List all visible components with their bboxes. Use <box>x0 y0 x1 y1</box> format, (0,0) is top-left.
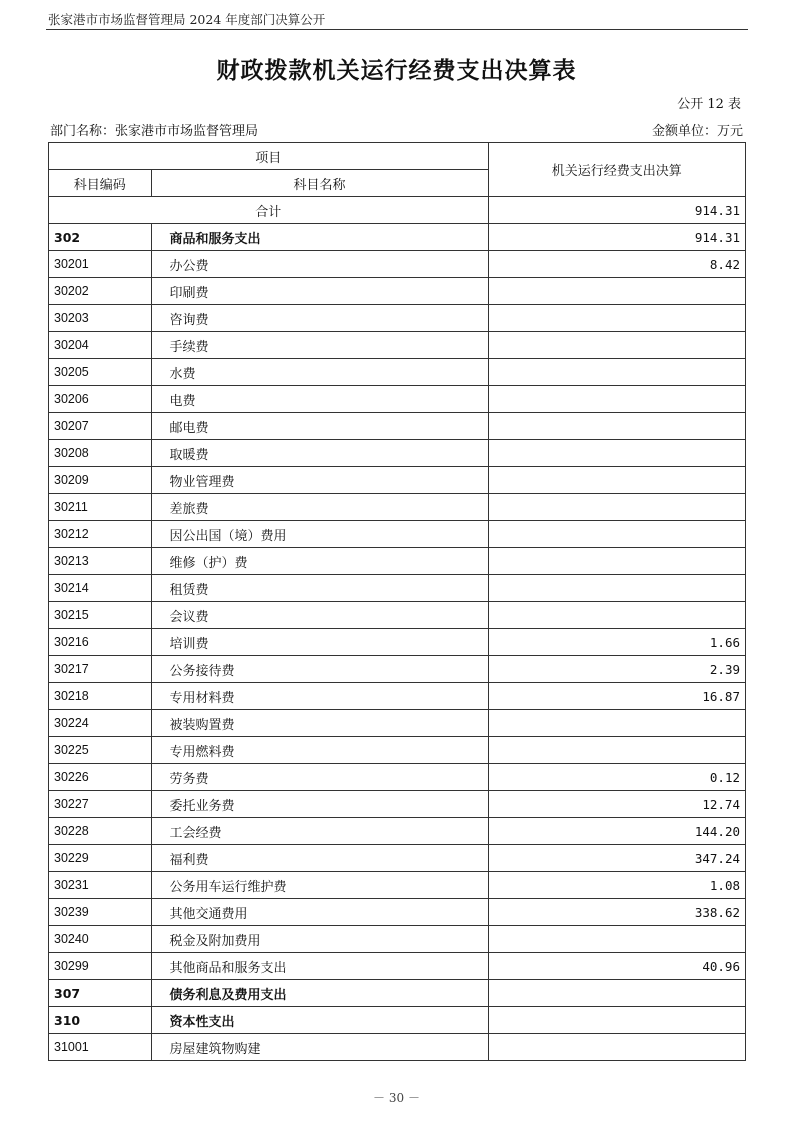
table-row <box>49 656 746 683</box>
row-value: 0.12 <box>488 764 745 791</box>
row-code: 30299 <box>49 953 152 980</box>
row-value <box>488 467 745 494</box>
column-header-value: 机关运行经费支出决算 <box>488 143 745 197</box>
row-value <box>488 575 745 602</box>
page-title: 财政拨款机关运行经费支出决算表 <box>216 58 577 84</box>
row-name: 手续费 <box>151 332 488 359</box>
table-row <box>49 818 746 845</box>
row-code: 302 <box>49 224 152 251</box>
row-name: 税金及附加费用 <box>151 926 488 953</box>
running-header: 张家港市市场监督管理局 2024 年度部门决算公开 <box>48 12 326 27</box>
row-code: 30227 <box>49 791 152 818</box>
row-code: 30203 <box>49 305 152 332</box>
row-code: 310 <box>49 1007 152 1034</box>
table-row <box>49 251 746 278</box>
row-code: 307 <box>49 980 152 1007</box>
row-value <box>488 710 745 737</box>
table-row <box>49 602 746 629</box>
row-value: 144.20 <box>488 818 745 845</box>
table-row <box>49 440 746 467</box>
row-code: 30217 <box>49 656 152 683</box>
row-name: 公务接待费 <box>151 656 488 683</box>
table-row <box>49 710 746 737</box>
table-row <box>49 845 746 872</box>
row-value: 1.08 <box>488 872 745 899</box>
total-value: 914.31 <box>488 197 745 224</box>
row-name: 其他交通费用 <box>151 899 488 926</box>
row-code: 30208 <box>49 440 152 467</box>
row-name: 资本性支出 <box>151 1007 488 1034</box>
table-row <box>49 413 746 440</box>
table-row <box>49 521 746 548</box>
row-code: 30240 <box>49 926 152 953</box>
row-name: 公务用车运行维护费 <box>151 872 488 899</box>
row-value: 338.62 <box>488 899 745 926</box>
row-code: 30231 <box>49 872 152 899</box>
table-row <box>49 224 746 251</box>
row-name: 印刷费 <box>151 278 488 305</box>
table-row <box>49 1007 746 1034</box>
row-code: 30239 <box>49 899 152 926</box>
table-row <box>49 980 746 1007</box>
table-row <box>49 359 746 386</box>
row-value: 16.87 <box>488 683 745 710</box>
row-code: 30226 <box>49 764 152 791</box>
row-name: 劳务费 <box>151 764 488 791</box>
page-number: － 30 － <box>373 1091 420 1105</box>
row-name: 差旅费 <box>151 494 488 521</box>
row-name: 培训费 <box>151 629 488 656</box>
table-row <box>49 305 746 332</box>
total-row <box>49 197 746 224</box>
row-code: 30225 <box>49 737 152 764</box>
row-code: 30202 <box>49 278 152 305</box>
table-row <box>49 467 746 494</box>
row-value <box>488 1034 745 1061</box>
row-value <box>488 494 745 521</box>
column-header-item: 项目 <box>49 143 489 170</box>
table-number: 公开 12 表 <box>677 97 741 112</box>
row-value <box>488 548 745 575</box>
table-row <box>49 332 746 359</box>
row-name: 委托业务费 <box>151 791 488 818</box>
row-name: 商品和服务支出 <box>151 224 488 251</box>
row-value <box>488 386 745 413</box>
row-name: 其他商品和服务支出 <box>151 953 488 980</box>
table-row <box>49 926 746 953</box>
row-name: 邮电费 <box>151 413 488 440</box>
row-value <box>488 440 745 467</box>
table-row <box>49 737 746 764</box>
row-name: 水费 <box>151 359 488 386</box>
row-code: 30215 <box>49 602 152 629</box>
row-name: 办公费 <box>151 251 488 278</box>
row-value <box>488 278 745 305</box>
row-code: 30207 <box>49 413 152 440</box>
row-name: 因公出国（境）费用 <box>151 521 488 548</box>
department-name: 部门名称：张家港市市场监督管理局 <box>50 124 259 139</box>
row-code: 30212 <box>49 521 152 548</box>
amount-unit: 金额单位：万元 <box>651 124 743 139</box>
row-value <box>488 980 745 1007</box>
row-value: 347.24 <box>488 845 745 872</box>
row-value: 40.96 <box>488 953 745 980</box>
table-row <box>49 386 746 413</box>
row-code: 31001 <box>49 1034 152 1061</box>
row-name: 专用燃料费 <box>151 737 488 764</box>
row-value <box>488 413 745 440</box>
row-code: 30218 <box>49 683 152 710</box>
row-value: 12.74 <box>488 791 745 818</box>
table-row <box>49 899 746 926</box>
row-name: 债务利息及费用支出 <box>151 980 488 1007</box>
row-value: 8.42 <box>488 251 745 278</box>
row-code: 30204 <box>49 332 152 359</box>
row-value <box>488 332 745 359</box>
row-value <box>488 737 745 764</box>
row-name: 电费 <box>151 386 488 413</box>
row-code: 30216 <box>49 629 152 656</box>
row-name: 会议费 <box>151 602 488 629</box>
header-rule <box>46 29 748 30</box>
total-label: 合计 <box>49 197 489 224</box>
table-row <box>49 872 746 899</box>
row-name: 被装购置费 <box>151 710 488 737</box>
row-code: 30201 <box>49 251 152 278</box>
row-code: 30224 <box>49 710 152 737</box>
row-code: 30213 <box>49 548 152 575</box>
row-code: 30206 <box>49 386 152 413</box>
row-name: 专用材料费 <box>151 683 488 710</box>
row-value: 914.31 <box>488 224 745 251</box>
table-row <box>49 791 746 818</box>
row-value: 1.66 <box>488 629 745 656</box>
row-name: 取暖费 <box>151 440 488 467</box>
row-name: 维修（护）费 <box>151 548 488 575</box>
row-value <box>488 1007 745 1034</box>
row-name: 福利费 <box>151 845 488 872</box>
row-name: 房屋建筑物购建 <box>151 1034 488 1061</box>
row-code: 30228 <box>49 818 152 845</box>
row-value <box>488 521 745 548</box>
table-row <box>49 764 746 791</box>
row-value <box>488 926 745 953</box>
header-row-1 <box>49 143 746 170</box>
table-row <box>49 629 746 656</box>
expenditure-table <box>48 142 746 1061</box>
table-row <box>49 575 746 602</box>
table-row <box>49 548 746 575</box>
row-code: 30205 <box>49 359 152 386</box>
row-name: 咨询费 <box>151 305 488 332</box>
row-name: 租赁费 <box>151 575 488 602</box>
table-row <box>49 953 746 980</box>
row-name: 工会经费 <box>151 818 488 845</box>
row-value <box>488 305 745 332</box>
row-code: 30229 <box>49 845 152 872</box>
row-value: 2.39 <box>488 656 745 683</box>
row-value <box>488 359 745 386</box>
row-value <box>488 602 745 629</box>
row-name: 物业管理费 <box>151 467 488 494</box>
table-row <box>49 494 746 521</box>
table-row <box>49 683 746 710</box>
table-row <box>49 278 746 305</box>
table-row <box>49 1034 746 1061</box>
row-code: 30211 <box>49 494 152 521</box>
column-header-name: 科目名称 <box>151 170 488 197</box>
column-header-code: 科目编码 <box>49 170 152 197</box>
row-code: 30209 <box>49 467 152 494</box>
row-code: 30214 <box>49 575 152 602</box>
